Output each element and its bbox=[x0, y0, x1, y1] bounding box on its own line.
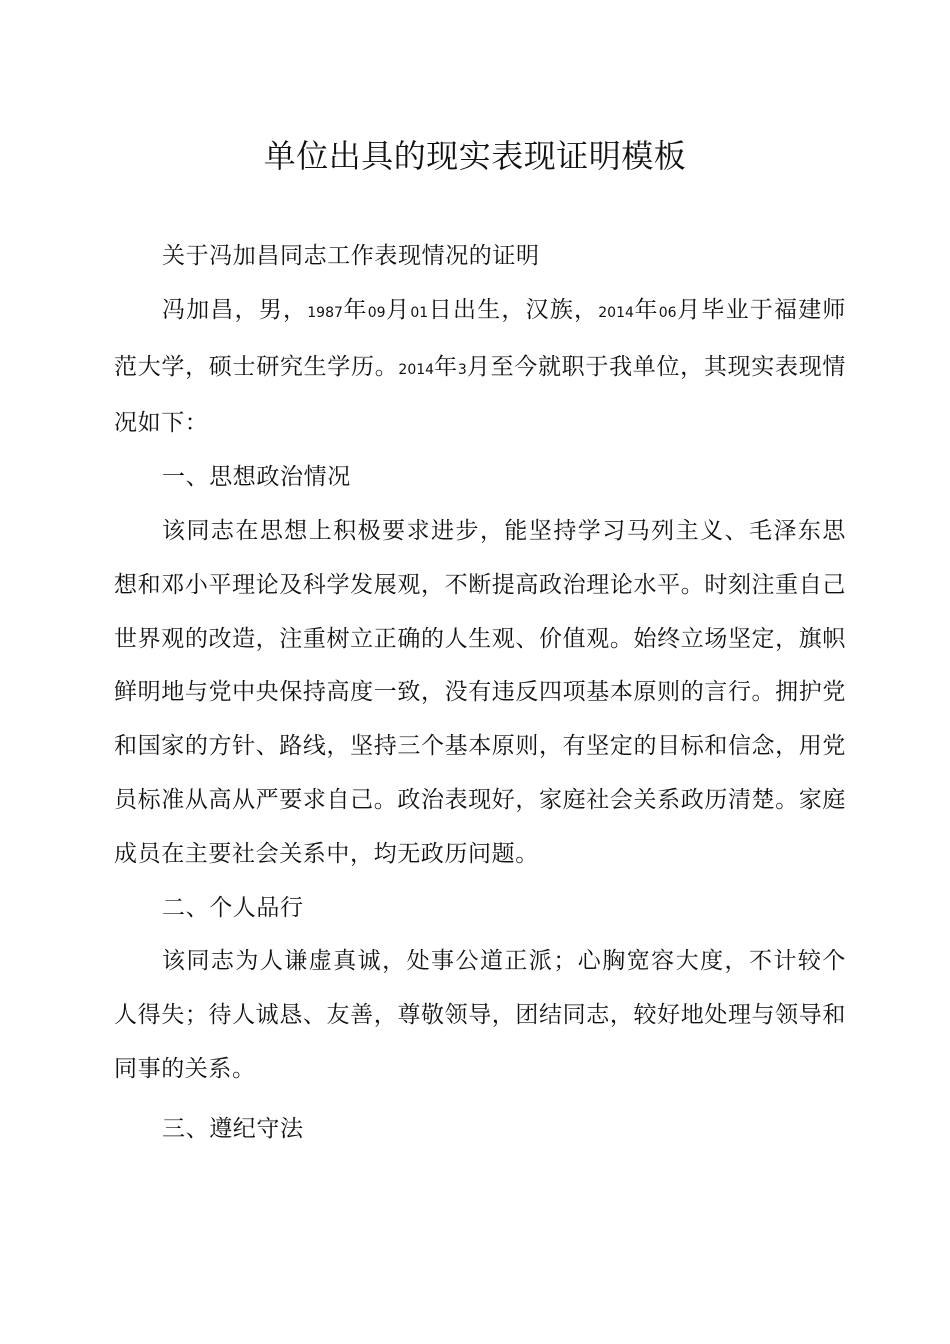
birth-year: 1987 bbox=[307, 304, 343, 321]
intro-text-2: 年 bbox=[342, 296, 368, 323]
intro-text-4: 日出生，汉族， bbox=[428, 296, 599, 323]
intro-text-3: 月 bbox=[385, 296, 411, 323]
employment-year: 2014 bbox=[398, 361, 435, 378]
intro-text-6: 月毕业于福建师范大学，硕士研究生学历。 bbox=[114, 296, 847, 380]
section-heading-law: 三、遵纪守法 bbox=[162, 1115, 304, 1142]
birth-month: 09 bbox=[367, 304, 386, 321]
section-heading-conduct: 二、个人品行 bbox=[162, 894, 304, 921]
section-heading-politics: 一、思想政治情况 bbox=[162, 464, 351, 491]
section-body-politics: 该同志在思想上积极要求进步，能坚持学习马列主义、毛泽东思想和邓小平理论及科学发展观，不断提高政治理论水平。时刻注重自己世界观的改造，注重树立正确的人生观、价值观。始终立场坚定，旗帜鲜明地与党中央保持高度一致，没有违反四项基本原则的言行。拥护党和国家的方针、路线，坚持三个基本原则，有坚定的目标和信念，用党员标准从高从严要求自己。政治表现好，家庭社会关系政历清楚。家庭成员在主要社会关系中，均无政历问题。 bbox=[114, 517, 846, 867]
graduation-year: 2014 bbox=[598, 304, 634, 321]
employment-month: 3 bbox=[457, 361, 467, 378]
intro-text-5: 年 bbox=[633, 296, 659, 323]
intro-paragraph bbox=[114, 284, 846, 451]
intro-text-1: 冯加昌，男， bbox=[162, 296, 308, 323]
graduation-month: 06 bbox=[658, 304, 677, 321]
birth-day: 01 bbox=[410, 304, 429, 321]
document-title: 单位出具的现实表现证明模板 bbox=[263, 137, 687, 175]
certificate-subtitle: 关于冯加昌同志工作表现情况的证明 bbox=[162, 243, 540, 269]
intro-text-7: 年 bbox=[434, 353, 458, 380]
document-body bbox=[114, 230, 846, 1157]
section-body-conduct: 该同志为人谦虚真诚，处事公道正派；心胸宽容大度，不计较个人得失；待人诚恳、友善，尊敬领导，团结同志，较好地处理与领导和同事的关系。 bbox=[114, 948, 846, 1082]
intro-text-8: 月至今就职于我单位，其现实表现情况如下： bbox=[114, 353, 846, 437]
